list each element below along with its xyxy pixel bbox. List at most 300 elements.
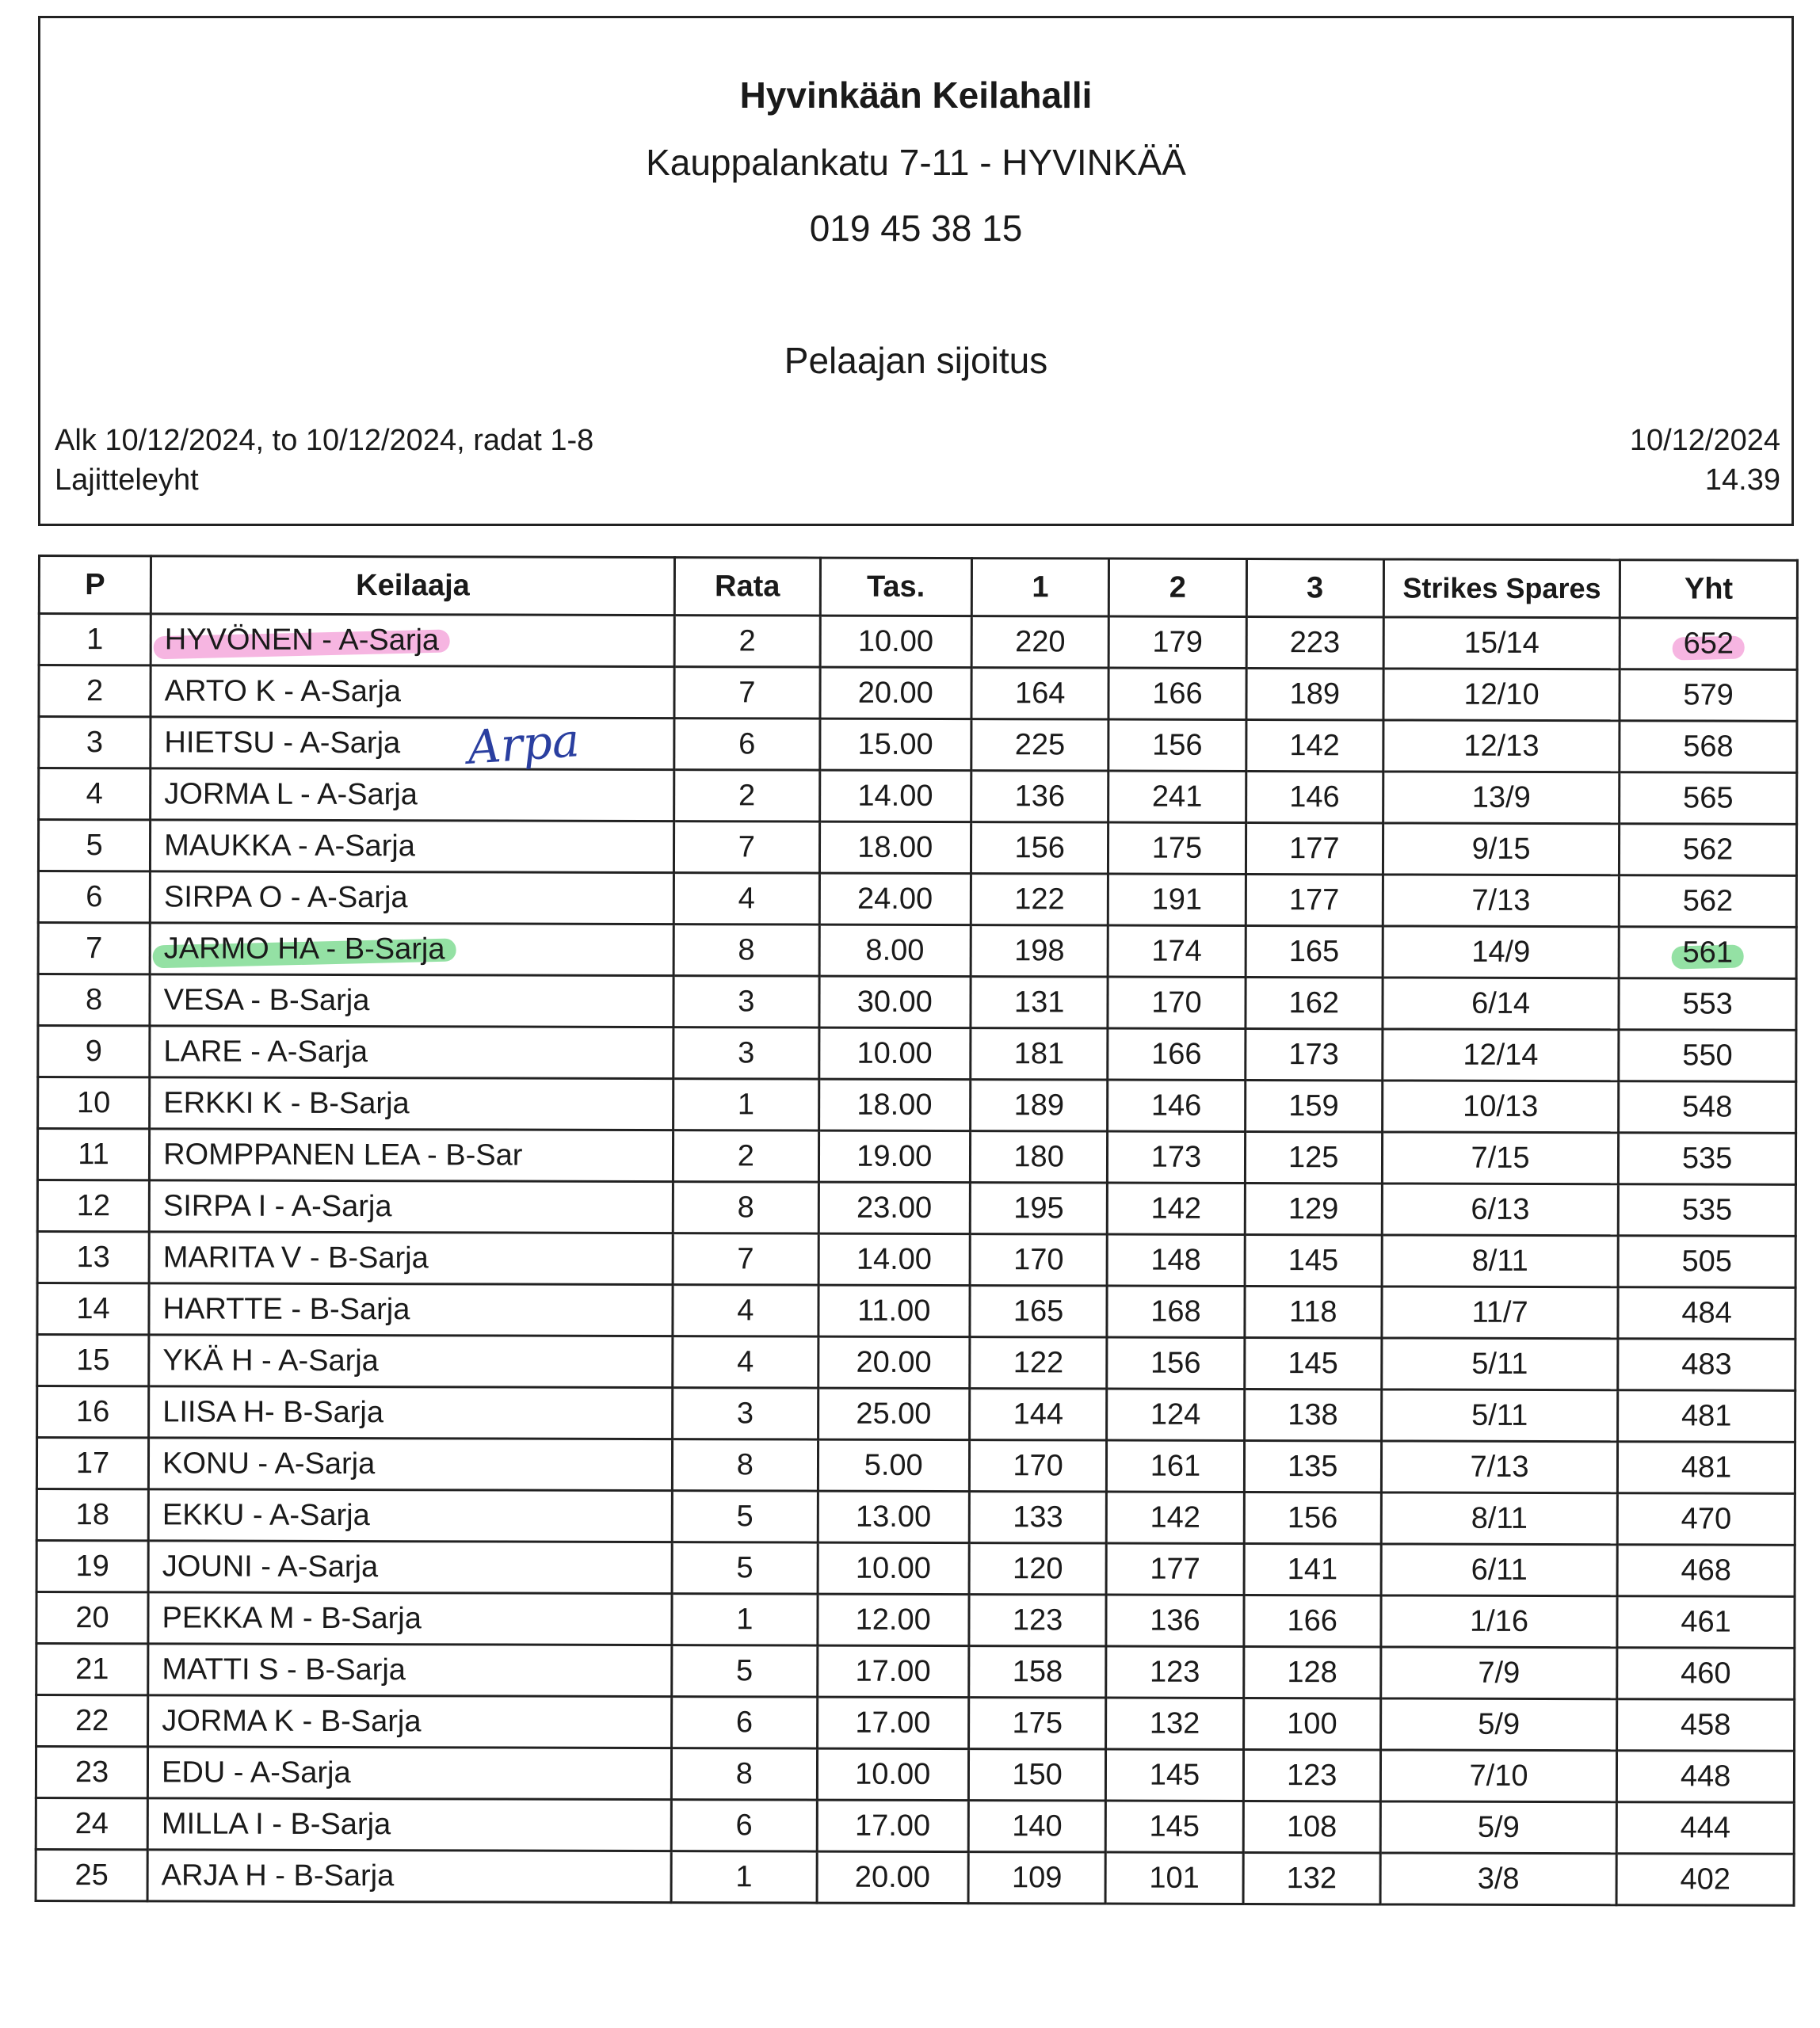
table-row <box>39 614 1797 670</box>
bowler-value: MARITA V - B-Sarja <box>162 1240 429 1275</box>
cell-bowler <box>149 1335 673 1388</box>
lane-value: 7 <box>737 1241 754 1275</box>
game-3-value: 138 <box>1288 1397 1338 1431</box>
game-3-value: 189 <box>1289 677 1341 711</box>
cell-game-2 <box>1106 1801 1243 1852</box>
cell-position <box>38 1026 150 1077</box>
cell-bowler <box>148 1541 672 1594</box>
total-value: 461 <box>1681 1604 1731 1639</box>
cell-game-1 <box>968 1749 1105 1801</box>
report-date: 10/12/2024 <box>1629 424 1780 457</box>
table-row <box>36 1746 1794 1802</box>
cell-total <box>1617 1648 1795 1700</box>
bowler-value: ERKKI K - B-Sarja <box>163 1085 410 1120</box>
table-row <box>36 1694 1795 1751</box>
game-1-value: 150 <box>1012 1757 1063 1791</box>
cell-lane <box>672 1491 818 1542</box>
cell-handicap <box>818 1388 970 1440</box>
cell-total <box>1618 1236 1795 1288</box>
cell-handicap <box>818 1439 970 1492</box>
cell-game-3 <box>1244 1440 1381 1492</box>
table-row <box>37 1232 1795 1288</box>
handicap-value: 11.00 <box>857 1294 931 1328</box>
cell-position <box>36 1489 148 1540</box>
game-3-value: 132 <box>1286 1861 1337 1895</box>
cell-bowler <box>147 1850 671 1903</box>
game-3-value: 100 <box>1287 1706 1337 1740</box>
cell-handicap <box>820 616 972 668</box>
cell-bowler <box>150 1026 673 1079</box>
table-row <box>39 768 1797 825</box>
handicap-value: 14.00 <box>856 1242 933 1276</box>
cell-game-1 <box>971 1080 1108 1131</box>
cell-position <box>39 768 151 820</box>
handicap-value: 20.00 <box>856 1345 932 1379</box>
cell-game-3 <box>1244 1337 1381 1389</box>
game-1-value: 195 <box>1013 1191 1064 1225</box>
lane-value: 2 <box>738 623 756 658</box>
bowler-value: MILLA I - B-Sarja <box>161 1806 391 1841</box>
cell-total <box>1620 824 1797 876</box>
cell-strikes-spares <box>1383 669 1620 721</box>
cell-handicap <box>818 1079 971 1131</box>
col-header-strikes-spares: Strikes Spares <box>1383 559 1620 618</box>
cell-lane <box>671 1800 817 1851</box>
col-header-game-3: 3 <box>1246 558 1384 616</box>
total-value: 468 <box>1681 1553 1732 1588</box>
cell-position <box>37 1232 149 1283</box>
cell-game-3 <box>1246 874 1383 925</box>
cell-bowler <box>150 923 673 976</box>
cell-bowler <box>151 614 674 667</box>
game-3-value: 142 <box>1289 728 1340 762</box>
game-2-value: 156 <box>1150 1346 1201 1380</box>
cell-lane <box>673 976 819 1027</box>
position-value: 8 <box>85 982 103 1016</box>
handicap-value: 19.00 <box>857 1139 933 1173</box>
bowler-value: EKKU - A-Sarja <box>162 1497 370 1532</box>
cell-game-3 <box>1243 1698 1380 1749</box>
game-2-value: 136 <box>1150 1603 1200 1637</box>
cell-strikes-spares <box>1382 1235 1618 1287</box>
cell-bowler <box>149 1232 673 1285</box>
cell-game-1 <box>970 1337 1107 1389</box>
bowler-value: ARJA H - B-Sarja <box>161 1858 395 1893</box>
lane-value: 1 <box>736 1602 754 1636</box>
game-1-value: 189 <box>1013 1088 1065 1122</box>
game-1-value: 122 <box>1013 1345 1064 1379</box>
position-value: 23 <box>74 1755 109 1789</box>
game-1-value: 131 <box>1013 985 1065 1019</box>
handicap-value: 10.00 <box>855 1551 932 1585</box>
cell-total <box>1616 1854 1794 1906</box>
total-value: 481 <box>1681 1450 1732 1485</box>
cell-game-3 <box>1246 977 1383 1028</box>
cell-total <box>1619 875 1796 928</box>
table-row <box>37 1283 1795 1340</box>
col-header-game-2: 2 <box>1109 558 1247 616</box>
cell-game-2 <box>1106 1749 1243 1801</box>
game-3-value: 177 <box>1288 882 1340 917</box>
cell-game-1 <box>969 1595 1106 1646</box>
results-body <box>36 614 1797 1906</box>
bowler-value: SIRPA O - A-Sarja <box>163 879 408 914</box>
game-3-value: 141 <box>1287 1552 1338 1586</box>
game-2-value: 175 <box>1151 831 1203 865</box>
cell-bowler <box>148 1644 672 1697</box>
strikes-spares-value: 11/7 <box>1471 1295 1528 1329</box>
cell-handicap <box>819 873 971 925</box>
cell-bowler <box>149 1180 673 1233</box>
game-2-value: 148 <box>1150 1243 1201 1277</box>
total-value: 402 <box>1680 1862 1730 1896</box>
cell-strikes-spares <box>1383 823 1619 875</box>
cell-game-2 <box>1107 1286 1244 1337</box>
cell-game-1 <box>969 1440 1106 1492</box>
table-row <box>37 1386 1795 1443</box>
strikes-spares-value: 6/14 <box>1471 986 1531 1020</box>
position-value: 10 <box>77 1085 111 1119</box>
cell-strikes-spares <box>1383 978 1619 1030</box>
handicap-value: 18.00 <box>857 1088 933 1122</box>
cell-strikes-spares <box>1381 1595 1617 1648</box>
cell-total <box>1620 669 1797 722</box>
cell-game-1 <box>969 1492 1106 1543</box>
strikes-spares-value: 7/13 <box>1471 883 1531 917</box>
cell-position <box>37 1180 149 1232</box>
cell-game-2 <box>1107 1440 1244 1492</box>
position-value: 6 <box>86 879 103 913</box>
cell-position <box>38 923 150 974</box>
cell-bowler <box>148 1695 672 1748</box>
game-2-value: 179 <box>1152 625 1203 659</box>
cell-strikes-spares <box>1382 1184 1618 1236</box>
report-range: Alk 10/12/2024, to 10/12/2024, radat 1-8 <box>55 424 594 457</box>
report-time: 14.39 <box>1704 463 1780 497</box>
position-value: 13 <box>76 1240 110 1274</box>
cell-position <box>36 1797 147 1849</box>
cell-strikes-spares <box>1381 1647 1617 1699</box>
position-value: 18 <box>75 1497 110 1531</box>
table-row <box>38 974 1796 1031</box>
cell-game-1 <box>971 719 1108 771</box>
game-3-value: 145 <box>1288 1346 1338 1380</box>
lane-value: 5 <box>736 1499 754 1533</box>
cell-lane <box>673 924 819 976</box>
game-3-value: 135 <box>1288 1449 1338 1483</box>
lane-value: 5 <box>736 1550 754 1584</box>
game-3-value: 159 <box>1288 1088 1339 1123</box>
cell-position <box>38 820 150 871</box>
game-2-value: 168 <box>1150 1294 1201 1328</box>
cell-game-2 <box>1108 1131 1245 1183</box>
hall-phone: 019 45 38 15 <box>809 208 1023 249</box>
cell-game-1 <box>969 1646 1106 1698</box>
strikes-spares-value: 5/9 <box>1477 1810 1520 1844</box>
cell-game-2 <box>1107 1337 1244 1389</box>
table-row <box>37 1129 1795 1185</box>
cell-total <box>1620 772 1797 825</box>
game-3-value: 118 <box>1288 1294 1337 1328</box>
cell-game-3 <box>1245 1234 1382 1286</box>
position-value: 21 <box>75 1652 109 1686</box>
game-2-value: 145 <box>1149 1809 1200 1843</box>
cell-game-2 <box>1108 874 1246 925</box>
position-value: 11 <box>78 1137 109 1171</box>
cell-lane <box>672 1542 818 1594</box>
cell-bowler <box>150 1077 673 1130</box>
bowler-value: JORMA L - A-Sarja <box>164 776 418 811</box>
bowler-value: YKÄ H - A-Sarja <box>162 1343 379 1378</box>
cell-total <box>1620 721 1797 773</box>
strikes-spares-value: 5/9 <box>1478 1707 1520 1741</box>
position-value: 16 <box>76 1394 110 1428</box>
total-value: 458 <box>1680 1707 1731 1742</box>
game-3-value: 108 <box>1286 1809 1337 1843</box>
handicap-value: 24.00 <box>857 882 933 916</box>
cell-total <box>1619 1030 1796 1082</box>
col-header-bowler: Keilaaja <box>151 556 674 616</box>
handicap-value: 17.00 <box>854 1809 931 1843</box>
bowler-value: PEKKA M - B-Sarja <box>162 1600 422 1635</box>
lane-value: 8 <box>736 1447 754 1481</box>
lane-value: 4 <box>737 1344 754 1378</box>
cell-game-1 <box>971 925 1108 977</box>
cell-game-1 <box>971 771 1108 822</box>
cell-game-3 <box>1246 771 1383 822</box>
lane-value: 3 <box>736 1396 754 1430</box>
cell-handicap <box>819 667 971 719</box>
game-3-value: 223 <box>1289 625 1341 659</box>
cell-handicap <box>817 1800 969 1852</box>
cell-position <box>37 1283 149 1335</box>
cell-handicap <box>819 770 971 822</box>
handicap-value: 13.00 <box>855 1500 932 1534</box>
cell-game-2 <box>1107 1234 1244 1286</box>
hall-name: Hyvinkään Keilahalli <box>739 74 1093 116</box>
cell-lane <box>672 1748 818 1800</box>
game-1-value: 133 <box>1013 1500 1063 1534</box>
game-3-value: 162 <box>1288 985 1340 1020</box>
position-value: 12 <box>76 1188 111 1222</box>
game-1-value: 181 <box>1013 1036 1065 1070</box>
game-2-value: 174 <box>1151 934 1202 968</box>
bowler-value: JOUNI - A-Sarja <box>162 1549 379 1584</box>
cell-game-3 <box>1245 1286 1382 1337</box>
game-2-value: 173 <box>1150 1140 1202 1174</box>
cell-total <box>1619 927 1796 979</box>
cell-game-3 <box>1243 1749 1380 1801</box>
cell-game-2 <box>1108 977 1245 1028</box>
game-3-value: 128 <box>1287 1655 1337 1689</box>
cell-game-3 <box>1245 1183 1382 1234</box>
game-3-value: 129 <box>1288 1191 1339 1226</box>
total-value: 460 <box>1681 1656 1731 1691</box>
report-title: Pelaajan sijoitus <box>784 340 1048 381</box>
game-3-value: 173 <box>1288 1037 1339 1071</box>
total-value: 483 <box>1681 1347 1732 1382</box>
cell-game-1 <box>968 1801 1105 1852</box>
cell-handicap <box>817 1697 969 1749</box>
game-3-value: 165 <box>1288 934 1340 968</box>
total-value: 444 <box>1680 1810 1731 1845</box>
cell-handicap <box>818 1182 971 1234</box>
cell-strikes-spares <box>1380 1853 1616 1905</box>
game-2-value: 123 <box>1150 1655 1200 1689</box>
table-row <box>36 1438 1795 1494</box>
position-value: 5 <box>86 828 103 862</box>
strikes-spares-value: 14/9 <box>1471 935 1531 969</box>
cell-strikes-spares <box>1383 926 1619 978</box>
game-1-value: 180 <box>1013 1139 1064 1173</box>
strikes-spares-value: 1/16 <box>1470 1604 1529 1638</box>
bowler-value: EDU - A-Sarja <box>162 1755 351 1790</box>
cell-total <box>1618 1339 1795 1391</box>
cell-game-2 <box>1108 925 1245 977</box>
bowler-value: MAUKKA - A-Sarja <box>164 828 415 863</box>
bowler-value: KONU - A-Sarja <box>162 1446 376 1481</box>
game-1-value: 170 <box>1013 1448 1063 1482</box>
cell-game-3 <box>1246 668 1383 719</box>
bowler-value: LARE - A-Sarja <box>163 1034 368 1069</box>
cell-strikes-spares <box>1380 1801 1616 1854</box>
cell-handicap <box>818 1336 970 1389</box>
game-1-value: 109 <box>1012 1860 1063 1894</box>
col-header-game-1: 1 <box>971 558 1109 616</box>
position-value: 3 <box>86 725 104 759</box>
cell-game-2 <box>1106 1543 1243 1595</box>
strikes-spares-value: 5/11 <box>1471 1398 1528 1432</box>
table-row <box>39 717 1797 773</box>
cell-strikes-spares <box>1383 1029 1619 1081</box>
game-3-value: 166 <box>1287 1603 1338 1637</box>
game-1-value: 175 <box>1012 1706 1063 1740</box>
cell-total <box>1618 1442 1795 1494</box>
cell-game-2 <box>1106 1698 1243 1749</box>
cell-strikes-spares <box>1381 1492 1617 1545</box>
position-value: 7 <box>86 931 103 965</box>
handwritten-note: Arpa <box>465 713 582 775</box>
table-row <box>39 665 1797 722</box>
cell-game-3 <box>1245 1080 1382 1131</box>
cell-game-1 <box>969 1698 1106 1749</box>
cell-game-1 <box>971 1028 1108 1080</box>
game-1-value: 120 <box>1013 1551 1063 1585</box>
lane-value: 1 <box>735 1859 753 1893</box>
bowler-value: MATTI S - B-Sarja <box>162 1652 406 1687</box>
cell-total <box>1617 1596 1795 1649</box>
game-1-value: 156 <box>1014 830 1065 864</box>
report-sort: Lajitteleyht <box>55 463 199 497</box>
cell-bowler <box>150 871 673 924</box>
cell-strikes-spares <box>1381 1441 1617 1493</box>
cell-position <box>38 871 150 923</box>
game-1-value: 165 <box>1013 1294 1064 1328</box>
cell-game-3 <box>1244 1595 1381 1646</box>
total-value: 565 <box>1683 780 1734 815</box>
table-row <box>36 1540 1795 1596</box>
cell-bowler <box>149 1386 673 1439</box>
lane-value: 8 <box>735 1756 753 1790</box>
game-1-value: 220 <box>1015 624 1066 658</box>
cell-handicap <box>818 976 971 1028</box>
cell-bowler <box>147 1798 671 1851</box>
table-row <box>36 1489 1795 1545</box>
lane-value: 4 <box>738 881 755 915</box>
bowler-value: ARTO K - A-Sarja <box>164 673 402 708</box>
total-value: 470 <box>1681 1501 1732 1536</box>
cell-lane <box>673 1027 819 1079</box>
table-row <box>37 1180 1795 1237</box>
position-value: 9 <box>85 1034 103 1068</box>
game-3-value: 145 <box>1288 1243 1339 1277</box>
lane-value: 3 <box>738 984 755 1018</box>
cell-handicap <box>817 1851 969 1904</box>
game-2-value: 241 <box>1151 780 1203 814</box>
cell-lane <box>673 1285 818 1336</box>
handicap-value: 10.00 <box>857 624 934 658</box>
cell-strikes-spares <box>1383 720 1620 772</box>
position-value: 24 <box>74 1806 109 1840</box>
cell-handicap <box>818 1491 970 1543</box>
strikes-spares-value: 7/10 <box>1469 1759 1528 1793</box>
strikes-spares-value: 10/13 <box>1463 1089 1539 1123</box>
cell-bowler <box>148 1438 672 1491</box>
cell-game-1 <box>971 822 1108 874</box>
cell-game-1 <box>970 1286 1107 1337</box>
handicap-value: 25.00 <box>856 1397 932 1431</box>
cell-lane <box>673 1182 818 1233</box>
total-value: 548 <box>1682 1089 1733 1124</box>
cell-bowler <box>151 820 674 873</box>
cell-game-2 <box>1105 1852 1242 1904</box>
game-2-value: 146 <box>1150 1088 1202 1123</box>
cell-lane <box>674 821 820 873</box>
cell-strikes-spares <box>1380 1698 1616 1751</box>
cell-position <box>36 1592 148 1643</box>
cell-bowler <box>148 1489 672 1542</box>
handicap-value: 18.00 <box>857 830 933 864</box>
cell-position <box>36 1438 148 1489</box>
total-value: 550 <box>1682 1038 1733 1073</box>
strikes-spares-value: 8/11 <box>1471 1244 1528 1278</box>
cell-lane <box>673 1336 818 1388</box>
table-row <box>38 923 1796 979</box>
table-row <box>38 1077 1796 1134</box>
table-header-row <box>39 556 1797 619</box>
cell-game-1 <box>971 874 1108 925</box>
cell-total <box>1618 1287 1795 1340</box>
position-value: 4 <box>86 776 103 810</box>
cell-game-1 <box>970 1131 1107 1183</box>
cell-lane <box>674 616 820 667</box>
cell-handicap <box>818 1285 970 1337</box>
total-value: 562 <box>1682 832 1734 867</box>
strikes-spares-value: 13/9 <box>1471 780 1531 814</box>
game-3-value: 156 <box>1287 1500 1338 1534</box>
total-value: 481 <box>1681 1398 1732 1433</box>
strikes-spares-value: 6/11 <box>1471 1553 1528 1587</box>
cell-bowler <box>151 665 674 719</box>
bowler-value: HARTTE - B-Sarja <box>162 1291 410 1326</box>
bowler-value: JORMA K - B-Sarja <box>162 1703 422 1738</box>
cell-position <box>39 665 151 717</box>
cell-lane <box>672 1645 818 1697</box>
cell-game-1 <box>970 1234 1107 1286</box>
handicap-value: 30.00 <box>857 985 933 1019</box>
cell-game-2 <box>1108 771 1246 822</box>
cell-game-2 <box>1108 668 1246 719</box>
